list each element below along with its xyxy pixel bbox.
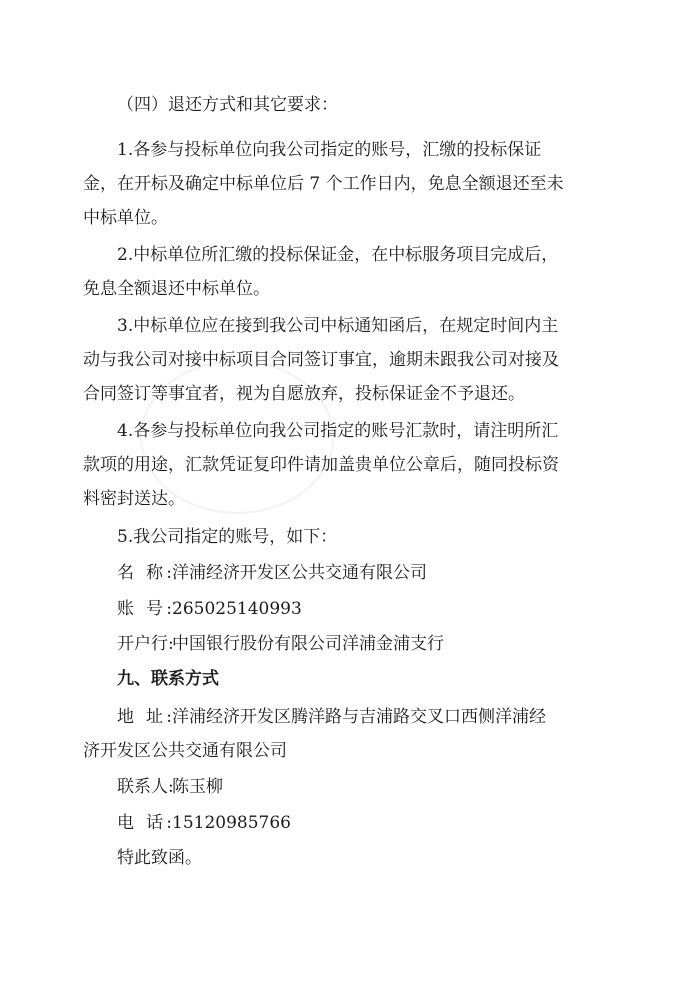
item3-line2: 动与我公司对接中标项目合同签订事宜，逾期未跟我公司对接及 [83, 350, 559, 370]
account-name-value: 洋浦经济开发区公共交通有限公司 [172, 563, 427, 583]
account-number-label: 账 号: [117, 599, 172, 619]
section4-title: （四）退还方式和其它要求： [117, 95, 338, 115]
address-value: 洋浦经济开发区腾洋路与吉浦路交叉口西侧洋浦经 [172, 707, 546, 727]
item4-line1: 4.各参与投标单位向我公司指定的账号汇款时，请注明所汇 [117, 421, 559, 441]
contact-value: 陈玉柳 [172, 777, 223, 797]
phone-row [117, 811, 700, 835]
item4-line3: 料密封送达。 [83, 489, 185, 509]
item1-line1: 1.各参与投标单位向我公司指定的账号，汇缴的投标保证 [117, 140, 542, 160]
account-bank-value: 中国银行股份有限公司洋浦金浦支行 [172, 634, 444, 654]
contact-row [117, 775, 700, 799]
contact-label: 联系人: [117, 777, 174, 797]
address-continued: 济开发区公共交通有限公司 [83, 741, 287, 761]
item1-line2: 金，在开标及确定中标单位后 7 个工作日内，免息全额退还至未 [83, 174, 564, 194]
phone-label: 电 话: [117, 813, 172, 833]
item4-line2: 款项的用途，汇款凭证复印件请加盖贵单位公章后，随同投标资 [83, 455, 559, 475]
item2-line1: 2.中标单位所汇缴的投标保证金，在中标服务项目完成后， [117, 245, 559, 265]
section9-title: 九、联系方式 [117, 669, 219, 689]
account-name-label: 名 称: [117, 563, 172, 583]
account-bank-row [117, 632, 700, 656]
account-bank-label: 开户行: [117, 634, 174, 654]
item5: 5.我公司指定的账号，如下： [117, 527, 338, 547]
account-name-row [117, 561, 700, 585]
address-row [117, 705, 700, 729]
item3-line3: 合同签订等事宜者，视为自愿放弃，投标保证金不予退还。 [83, 384, 525, 404]
address-label: 地 址: [117, 707, 172, 727]
phone-value: 15120985766 [172, 813, 291, 833]
item2-line2: 免息全额退还中标单位。 [83, 279, 270, 299]
account-number-value: 265025140993 [172, 599, 302, 619]
item1-line3: 中标单位。 [83, 208, 168, 228]
closing-text: 特此致函。 [117, 848, 202, 868]
item3-line1: 3.中标单位应在接到我公司中标通知函后，在规定时间内主 [117, 316, 559, 336]
account-number-row [117, 597, 700, 621]
